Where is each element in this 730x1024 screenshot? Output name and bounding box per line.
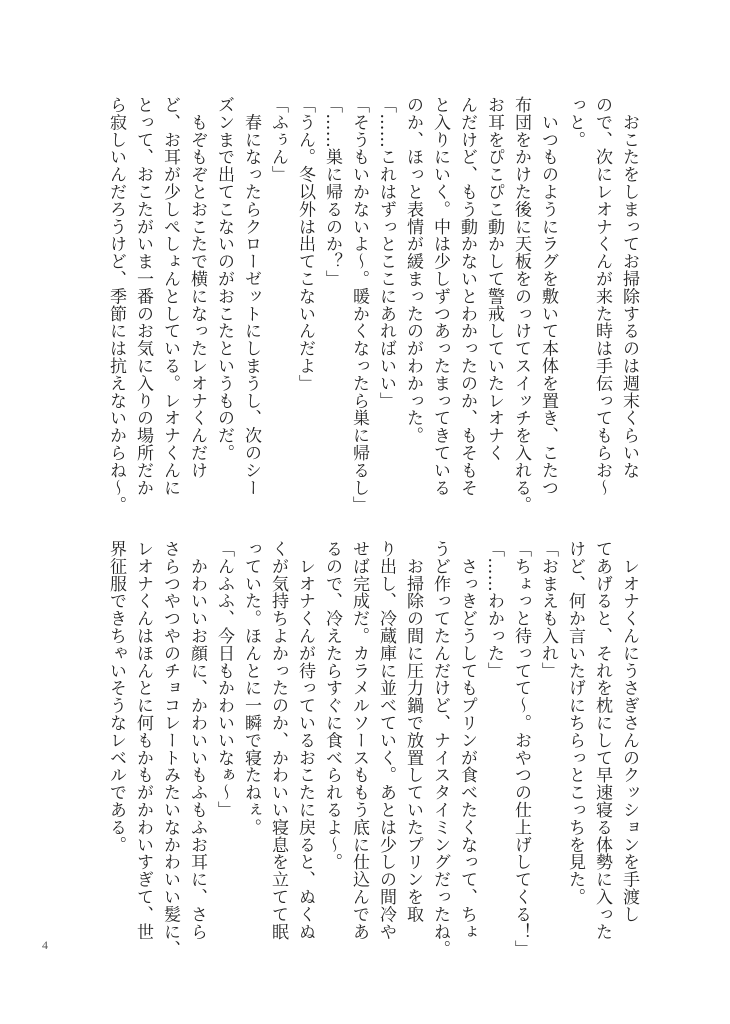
text-line: いつものようにラグを敷いて本体を置き、こたつ bbox=[538, 96, 558, 497]
text-line: 春になったらクローゼットにしまうし、次のシー bbox=[241, 96, 261, 497]
text-line: 「……巣に帰るのか？」 bbox=[322, 96, 342, 288]
text-block-bottom bbox=[106, 540, 642, 958]
text-line: 「うん。冬以外は出てこないんだよ」 bbox=[295, 96, 315, 392]
text-line: うど作ってたんだけど、ナイスタイミングだったね。 bbox=[430, 540, 450, 958]
text-line: 「ふぅん」 bbox=[268, 96, 288, 183]
text-line: さっきどうしてもプリンが食べたくなって、ちょ bbox=[457, 540, 477, 941]
text-line: てあげると、それを枕にして早速寝る体勢に入った bbox=[592, 540, 612, 941]
text-line: さらつやつやのチョコレートみたいなかわいい髪に、 bbox=[160, 540, 180, 958]
text-line: っと。 bbox=[565, 96, 585, 149]
text-line: もぞもぞとおこたで横になったレオナくんだけ bbox=[187, 96, 207, 479]
text-line: ズンまで出てこないのがおこたというものだ。 bbox=[214, 96, 234, 462]
text-line: 「んふふ、今日もかわいいなぁ～」 bbox=[214, 540, 234, 819]
text-line: レオナくんはほんとに何もかもがかわいすぎて、世 bbox=[133, 540, 153, 941]
text-line: ら寂しいんだろうけど、季節には抗えないからね～。 bbox=[106, 96, 126, 514]
text-line: んだけど、もう動かないとわかったのか、もそもそ bbox=[457, 96, 477, 497]
text-line: おこたをしまってお掃除するのは週末くらいな bbox=[619, 96, 639, 479]
text-line: のか、ほっと表情が緩まったのがわかった。 bbox=[403, 96, 423, 444]
text-line: 界征服できちゃいそうなレベルである。 bbox=[106, 540, 126, 854]
text-line: 「おまえも入れ」 bbox=[538, 540, 558, 680]
text-line: 「そうもいかないよ～。暖かくなったら巣に帰るし」 bbox=[349, 96, 369, 514]
text-line: お耳をぴこぴこ動かして警戒していたレオナく bbox=[484, 96, 504, 462]
text-line: り出し、冷蔵庫に並べていく。あとは少しの間冷や bbox=[376, 540, 396, 941]
text-line: レオナくんが待っているおこたに戻ると、ぬくぬ bbox=[295, 540, 315, 941]
text-line: ど、お耳が少しぺしょんとしている。レオナくんに bbox=[160, 96, 180, 497]
text-line: ので、次にレオナくんが来た時は手伝ってもらお～ bbox=[592, 96, 612, 497]
text-line: と入りにいく。中は少しずつあったまってきている bbox=[430, 96, 450, 497]
text-line: レオナくんにうさぎさんのクッションを手渡し bbox=[619, 540, 639, 923]
text-line: 「……これはずっとここにあればいい」 bbox=[376, 96, 396, 410]
page-number: 4 bbox=[42, 938, 48, 952]
text-line: るので、冷えたらすぐに食べられるよ～。 bbox=[322, 540, 342, 871]
text-line: とって、おこたがいま一番のお気に入りの場所だか bbox=[133, 96, 153, 497]
text-line: 「……わかった」 bbox=[484, 540, 504, 680]
text-line: かわいいお顔に、かわいいもふもふお耳に、さら bbox=[187, 540, 207, 941]
text-line: せば完成だ。カラメルソースももう底に仕込んであ bbox=[349, 540, 369, 941]
text-line: お掃除の間に圧力鍋で放置していたプリンを取 bbox=[403, 540, 423, 923]
text-line: 「ちょっと待ってて～。おやつの仕上げしてくる！」 bbox=[511, 540, 531, 958]
text-line: っていた。ほんとに一瞬で寝たねぇ。 bbox=[241, 540, 261, 836]
text-line: くが気持ちよかったのか、かわいい寝息を立てて眠 bbox=[268, 540, 288, 941]
text-line: けど、何か言いたげにちらっとこっちを見た。 bbox=[565, 540, 585, 906]
text-line: 布団をかけた後に天板をのっけてスイッチを入れる。 bbox=[511, 96, 531, 514]
text-block-top bbox=[106, 96, 642, 514]
